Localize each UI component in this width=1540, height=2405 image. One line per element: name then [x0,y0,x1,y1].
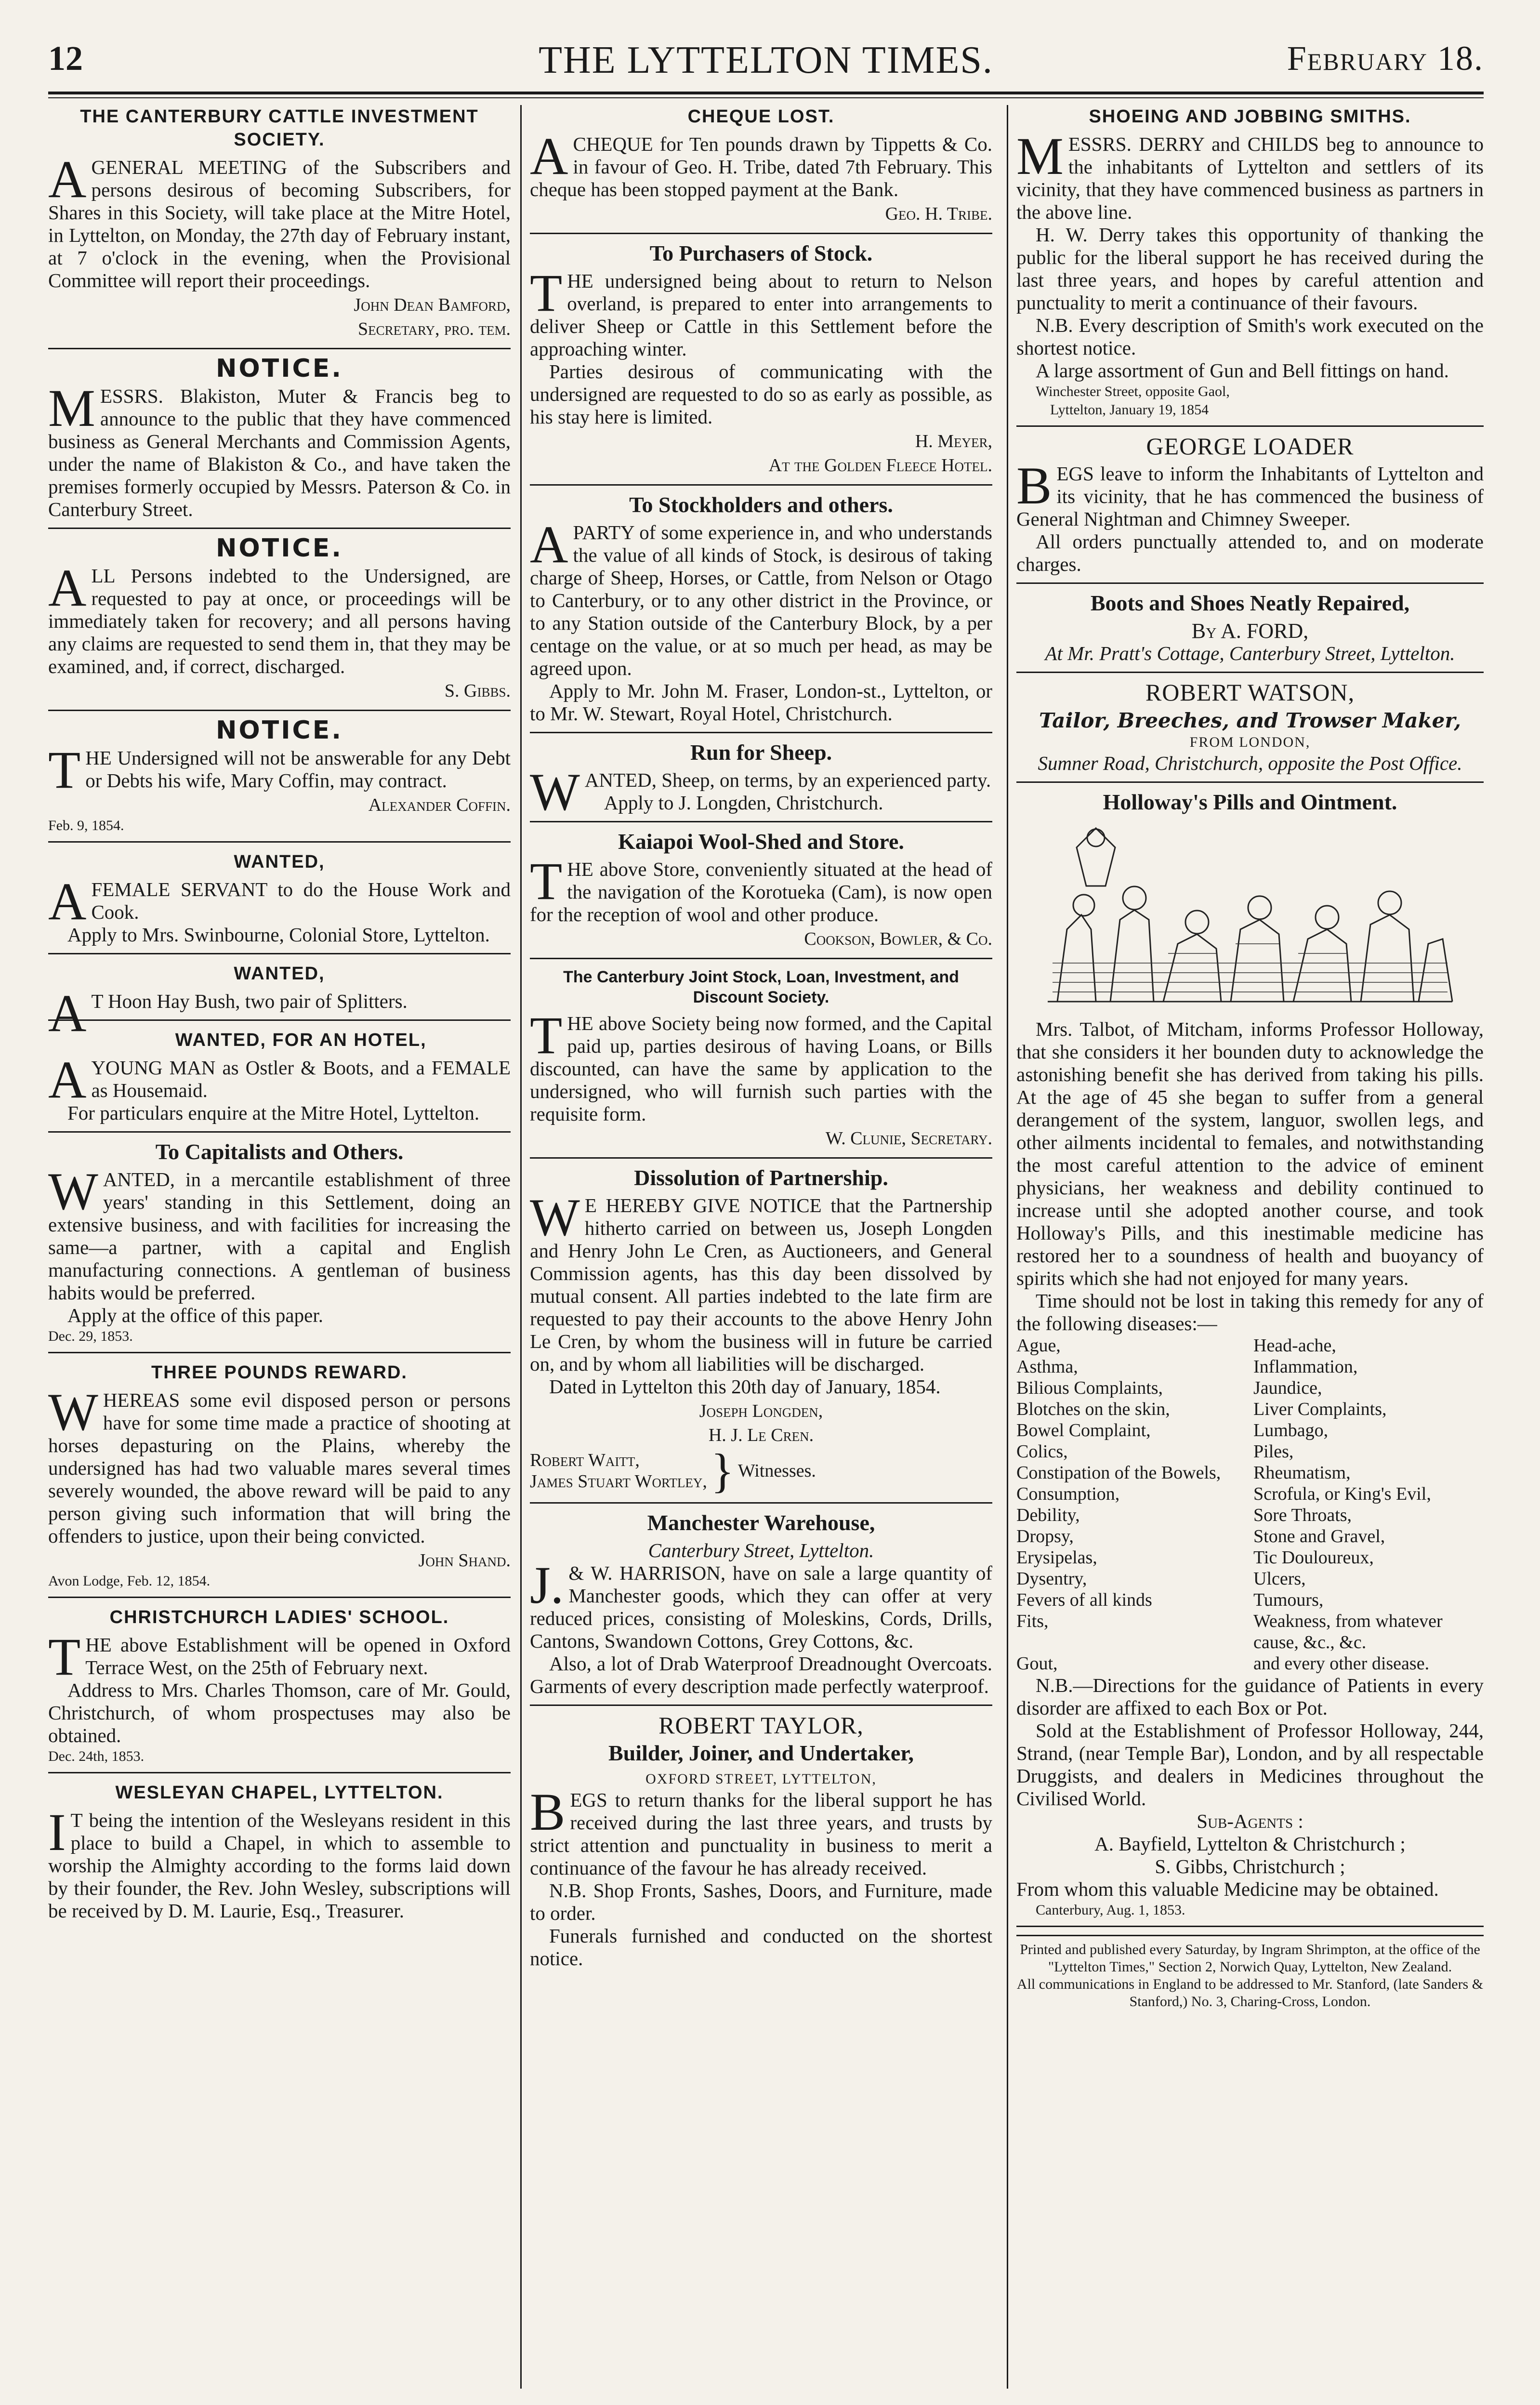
newspaper-title: THE LYTTELTON TIMES. [539,39,993,81]
ad-heading: ROBERT TAYLOR, [658,1712,864,1739]
ad-date: Dec. 24th, 1853. [48,1748,145,1764]
ad-george-loader [1016,435,1484,584]
ad-heading: Boots and Shoes Neatly Repaired, [1090,591,1410,615]
ad-body-2: All orders punctually attended to, and on moderate charges. [1016,530,1484,575]
ad-body-3: N.B.—Directions for the guidance of Patients in every disorder are affixed to each Box or Pot. [1016,1674,1484,1719]
masthead-rule [48,92,1484,94]
ad-reward [48,1361,511,1598]
disease-item: Ulcers, [1253,1569,1306,1589]
disease-item: Colics, [1016,1441,1068,1462]
column-divider [520,105,522,2389]
ad-notice-blakiston [48,354,511,529]
witness-name: Robert Waitt, [530,1450,640,1470]
ad-body-2: Apply to J. Longden, Christchurch. [604,792,883,814]
witness-label: Witnesses. [737,1461,816,1481]
disease-item: Dropsy, [1016,1526,1074,1546]
ad-kaiapoi-store [530,830,992,959]
ad-heading: WANTED, [234,964,325,984]
ad-joint-stock-society [530,967,992,1159]
ad-stockholders [530,493,992,733]
ad-signature: Joseph Longden, [699,1401,823,1421]
issue-date: February 18. [1287,39,1484,78]
ad-body-5: From whom this valuable Medicine may be obtained. [1016,1878,1439,1900]
disease-item: Head-ache, [1253,1335,1336,1356]
disease-item: Consumption, [1016,1484,1120,1504]
ad-heading: To Stockholders and others. [629,492,893,517]
sub-agent: S. Gibbs, Christchurch ; [1155,1855,1345,1877]
ad-body: THE above Society being now formed, and the Capital paid up, parties desirous of having Loans, or Bills discounted, can have the same by application to the undersigned, who will furnish such parties with the requisite form. [530,1006,992,1125]
ad-by-line: By A. FORD, [1191,619,1309,643]
disease-item: Sore Throats, [1253,1505,1352,1525]
imprint-line: All communications in England to be addressed to Mr. Stanford, (late Sanders & Stanford,) No. 3, Charing-Cross, London. [1016,1976,1484,2009]
ad-smiths [1016,105,1484,427]
ad-body-2: Parties desirous of communicating with the undersigned are requested to do so as early as possible, as his stay here is limited. [530,360,992,428]
ad-heading: WANTED, [234,852,325,872]
ad-notice-gibbs [48,534,511,711]
ad-body-2: Apply to Mr. John M. Fraser, London-st., Lyttelton, or to Mr. W. Stewart, Royal Hotel, Christchurch. [530,680,992,725]
ad-address: Sumner Road, Christchurch, opposite the Post Office. [1038,752,1462,774]
witnesses-block [530,1444,992,1497]
ad-body: AYOUNG MAN as Ostler & Boots, and a FEMALE as Housemaid. [48,1050,511,1109]
disease-item: Constipation of the Bowels, [1016,1463,1221,1483]
ad-signature: W. Clunie, Secretary. [825,1128,992,1149]
column-2 [530,105,992,2389]
ad-trade: Tailor, Breeches, and Trowser Maker, [1039,709,1461,732]
ad-manchester-warehouse [530,1511,992,1706]
ad-heading: CHRISTCHURCH LADIES' SCHOOL. [109,1607,449,1627]
ad-heading: Holloway's Pills and Ointment. [1103,790,1397,814]
disease-item: Piles, [1253,1441,1294,1462]
disease-item: Tic Douloureux, [1253,1547,1374,1568]
ad-date: Lyttelton, January 19, 1854 [1050,402,1209,418]
ad-address: Winchester Street, opposite Gaol, [1036,383,1230,399]
ad-body: AGENERAL MEETING of the Subscribers and persons desirous of becoming Subscribers, for Shares in this Society, will take place at the Mitre Hotel, in Lyttelton, on Monday, the 27th day of February instant, at 7 o'clock in the evening, when the Provisional Committee will report their proceedings. [48,150,511,291]
ad-body-2: Apply at the office of this paper. [67,1304,323,1326]
ad-body-3: N.B. Every description of Smith's work executed on the shortest notice. [1016,314,1484,359]
ad-heading: Run for Sheep. [690,740,832,765]
disease-item: Blotches on the skin, [1016,1399,1170,1419]
ad-body-4: Sold at the Establishment of Professor Holloway, 244, Strand, (near Temple Bar), London, and by all respectable Druggists, and dealers in Medicines throughout the Civilised World. [1016,1719,1484,1810]
ad-heading: SHOEING AND JOBBING SMITHS. [1089,106,1411,127]
ad-signature: John Shand. [418,1550,511,1571]
brace-icon: } [711,1444,734,1497]
disease-item: Jaundice, [1253,1378,1322,1398]
ad-date: Dec. 29, 1853. [48,1328,133,1344]
ad-address: OXFORD STREET, LYTTELTON, [645,1771,877,1787]
engraving-illustration [1038,819,1462,1011]
disease-item: Bowel Complaint, [1016,1420,1151,1440]
ad-robert-taylor [530,1714,992,1977]
ad-body: THE above Establishment will be opened in Oxford Terrace West, on the 25th of February next. [48,1627,511,1686]
ad-body: WE HEREBY GIVE NOTICE that the Partnership hitherto carried on between us, Joseph Longden and Henry John Le Cren, as Auctioneers, and General Commission agents, has this day been dissolved by mutual consent. All parties indebted to the late firm are requested to pay their accounts to the above Henry John Le Cren, by whom the business will in future be carried on, and by whom all liabilities will be discharged. [530,1188,992,1375]
ad-holloway [1016,791,1484,1927]
disease-list [1016,1335,1484,1674]
ad-address: At Mr. Pratt's Cottage, Canterbury Street, Lyttelton. [1045,642,1455,664]
ad-body: Mrs. Talbot, of Mitcham, informs Professor Holloway, that she considers it her bounden duty to acknowledge the astonishing benefit she has derived from taking his pills. At the age of 45 she began to suffer from a general derangement of the system, languor, swollen legs, and other ailments incidental to females, and notwithstanding the most careful attention to the advice of eminent physicians, her weakness and debility continued to increase until she adopted another course, and took Holloway's Pills, and this inestimable medicine has restored her to a soundness of health and buoyancy of spirits which she had not enjoyed for many years. [1016,1018,1484,1289]
ad-body: ALL Persons indebted to the Undersigned, are requested to pay at once, or proceedings will be immediately taken for recovery; and all persons having any claims are requested to send them in, that they may be examined, and, if correct, discharged. [48,558,511,677]
ad-heading: To Capitalists and Others. [155,1139,404,1164]
disease-item: Lumbago, [1253,1420,1329,1440]
page-number: 12 [48,39,83,78]
disease-item: and every other disease. [1253,1653,1430,1674]
ad-date: Canterbury, Aug. 1, 1853. [1036,1902,1185,1918]
masthead-rule-thin [48,97,1484,98]
ad-body: AT Hoon Hay Bush, two pair of Splitters. [48,984,408,1043]
ad-body-2: For particulars enquire at the Mitre Hotel, Lyttelton. [67,1102,480,1124]
ad-signature: Alexander Coffin. [368,795,511,815]
ad-body-4: A large assortment of Gun and Bell fittings on hand. [1036,359,1449,382]
ad-body-2: Dated in Lyttelton this 20th day of January, 1854. [549,1375,941,1398]
ad-cheque-lost [530,105,992,234]
ad-signature: H. Meyer, [915,431,992,451]
imprint [1016,1935,1484,2010]
disease-item: Weakness, from whatever cause, &c., &c. [1253,1611,1443,1652]
imprint-line: Printed and published every Saturday, by Ingram Shrimpton, at the office of the "Lyttelton Times," Section 2, Norwich Quay, Lyttelton, New Zealand. [1020,1942,1480,1975]
disease-item: Tumours, [1253,1590,1324,1610]
ad-body-2: Apply to Mrs. Swinbourne, Colonial Store, Lyttelton. [67,924,490,946]
disease-item: Stone and Gravel, [1253,1526,1385,1546]
ad-date: Feb. 9, 1854. [48,818,124,833]
ad-heading: Kaiapoi Wool-Shed and Store. [618,829,904,854]
ad-dissolution [530,1166,992,1504]
ad-heading: To Purchasers of Stock. [649,241,873,265]
disease-item: Dysentry, [1016,1569,1087,1589]
ad-body-2: Also, a lot of Drab Waterproof Dreadnought Overcoats. Garments of every description made perfectly waterproof. [530,1652,992,1697]
ad-signature-title: Secretary, pro. tem. [358,319,511,339]
ad-heading: WESLEYAN CHAPEL, LYTTELTON. [115,1783,444,1803]
disease-item: Erysipelas, [1016,1547,1097,1568]
ad-heading: THE CANTERBURY CATTLE INVESTMENT SOCIETY. [80,106,479,150]
ad-heading: NOTICE. [216,354,343,383]
ad-body-2: N.B. Shop Fronts, Sashes, Doors, and Furniture, made to order. [530,1879,992,1924]
ad-subheading: Builder, Joiner, and Undertaker, [608,1741,914,1765]
ad-body: ACHEQUE for Ten pounds drawn by Tippetts & Co. in favour of Geo. H. Tribe, dated 7th February. This cheque has been stopped payment at the Bank. [530,127,992,200]
column-1 [48,105,511,2389]
sub-agents-label: Sub-Agents : [1197,1810,1303,1832]
ad-signature: Geo. H. Tribe. [885,204,992,224]
ad-body: BEGS leave to inform the Inhabitants of Lyttelton and its vicinity, that he has commenced the business of General Nightman and Chimney Sweeper. [1016,456,1484,530]
ad-body-2: H. W. Derry takes this opportunity of thanking the public for the liberal support he has received during the last three years, and hopes by careful attention and punctuality to merit a continuance of their favours. [1016,224,1484,314]
disease-item: Liver Complaints, [1253,1399,1387,1419]
ad-date: Avon Lodge, Feb. 12, 1854. [48,1573,211,1589]
ad-body-2: Address to Mrs. Charles Thomson, care of Mr. Gould, Christchurch, of whom prospectuses may also be obtained. [48,1679,511,1746]
ad-from: FROM LONDON, [1189,734,1311,750]
ad-body: THE Undersigned will not be answerable for any Debt or Debts his wife, Mary Coffin, may contract. [48,740,511,799]
ad-signature: S. Gibbs. [444,681,511,701]
ad-heading: Dissolution of Partnership. [634,1165,888,1190]
ad-heading: ROBERT WATSON, [1145,679,1355,706]
ad-body: APARTY of some experience in, and who understands the value of all kinds of Stock, is desirous of taking charge of Sheep, Horses, or Cattle, from Nelson or Otago to Canterbury, or to any other district in the Province, or to any Station outside of the Canterbury Block, by a per centage on the value, or at so much per head, as may be agreed upon. [530,515,992,679]
ad-body: IT being the intention of the Wesleyans resident in this place to build a Chapel, in which to assemble to worship the Almighty according to the forms laid down by their founder, the Rev. John Wesley, subscriptions will be received by D. M. Laurie, Esq., Treasurer. [48,1803,511,1922]
disease-item: Debility, [1016,1505,1080,1525]
column-3 [1016,105,1484,2389]
ad-body: BEGS to return thanks for the liberal support he has received during the last three years, and trusts by strict attention and punctuality in business to merit a continuance of the favour he has already received. [530,1783,992,1879]
ad-heading: Manchester Warehouse, [647,1510,875,1535]
ad-heading: CHEQUE LOST. [687,106,835,127]
ad-heading: WANTED, FOR AN HOTEL, [175,1030,427,1050]
ad-wanted-hotel [48,1029,511,1133]
masthead [48,29,1484,92]
ad-run-for-sheep [530,741,992,822]
ad-wesleyan-chapel [48,1781,511,1929]
ad-heading: NOTICE. [216,534,343,563]
disease-item: Fevers of all kinds [1016,1590,1152,1610]
ad-heading: NOTICE. [216,716,343,745]
ad-heading: The Canterbury Joint Stock, Loan, Investment, and Discount Society. [563,968,959,1006]
ad-cattle-society [48,105,511,349]
ad-capitalists [48,1140,511,1353]
ad-body: WANTED, Sheep, on terms, by an experienced party. [530,763,991,821]
ad-heading: THREE POUNDS REWARD. [151,1362,408,1383]
ad-body: MESSRS. DERRY and CHILDS beg to announce to the inhabitants of Lyttelton and settlers of its vicinity, that they have commenced business as partners in the above line. [1016,127,1484,223]
witness-name: James Stuart Wortley, [530,1471,707,1492]
disease-item: Asthma, [1016,1357,1078,1377]
disease-item: Scrofula, or King's Evil, [1253,1484,1431,1504]
ad-body: AFEMALE SERVANT to do the House Work and Cook. [48,872,511,931]
ad-body: THE undersigned being about to return to Nelson overland, is prepared to enter into arrangements to deliver Sheep or Cattle in this Settlement before the approaching winter. [530,264,992,360]
ad-boots-shoes [1016,592,1484,673]
ad-ladies-school [48,1606,511,1773]
disease-item: Gout, [1016,1653,1058,1674]
ad-body: WHEREAS some evil disposed person or persons have for some time made a practice of shooting at horses depasturing on the Plains, whereby the undersigned has had two valuable mares several times severely wounded, the above reward will be paid to any person giving such information that will bring the offenders to justice, upon their being convicted. [48,1383,511,1547]
disease-item: Inflammation, [1253,1357,1358,1377]
ad-signature-place: At the Golden Fleece Hotel. [768,455,992,476]
ad-heading: GEORGE LOADER [1146,433,1354,460]
ad-subheading: Canterbury Street, Lyttelton. [648,1539,874,1561]
ad-notice-coffin [48,716,511,843]
ad-body: THE above Store, conveniently situated at the head of the navigation of the Korotueka (Cam), is now open for the reception of wool and other produce. [530,852,992,925]
ad-robert-watson [1016,681,1484,783]
sub-agent: A. Bayfield, Lyttelton & Christchurch ; [1094,1833,1406,1855]
ad-body-3: Funerals furnished and conducted on the shortest notice. [530,1925,992,1969]
disease-item: Bilious Complaints, [1016,1378,1163,1398]
disease-item: Ague, [1016,1335,1061,1356]
ad-signature: Cookson, Bowler, & Co. [804,929,992,949]
ad-signature: John Dean Bamford, [354,295,511,315]
ad-purchasers-stock [530,242,992,486]
ad-body-2: Time should not be lost in taking this remedy for any of the following diseases:— [1016,1290,1484,1335]
disease-item: Rheumatism, [1253,1463,1351,1483]
column-divider [1007,105,1008,2389]
ad-body: J.& W. HARRISON, have on sale a large quantity of Manchester goods, which they can offer at very reduced prices, consisting of Moleskins, Cords, Drills, Cantons, Swandown Cottons, Grey Cottons, &c. [530,1556,992,1652]
ad-body: WANTED, in a mercantile establishment of three years' standing in this Settlement, doing an extensive business, and with facilities for increasing the same—a partner, with a capital and English manufacturing connections. A gentleman of business habits would be preferred. [48,1162,511,1304]
ad-wanted-servant [48,850,511,954]
ad-signature: H. J. Le Cren. [708,1425,814,1445]
ad-body: MESSRS. Blakiston, Muter & Francis beg to announce to the public that they have commenced business as General Merchants and Commission Agents, under the name of Blakiston & Co., and have taken the premises formerly occupied by Messrs. Paterson & Co. in Canterbury Street. [48,379,511,520]
disease-item: Fits, [1016,1611,1049,1631]
